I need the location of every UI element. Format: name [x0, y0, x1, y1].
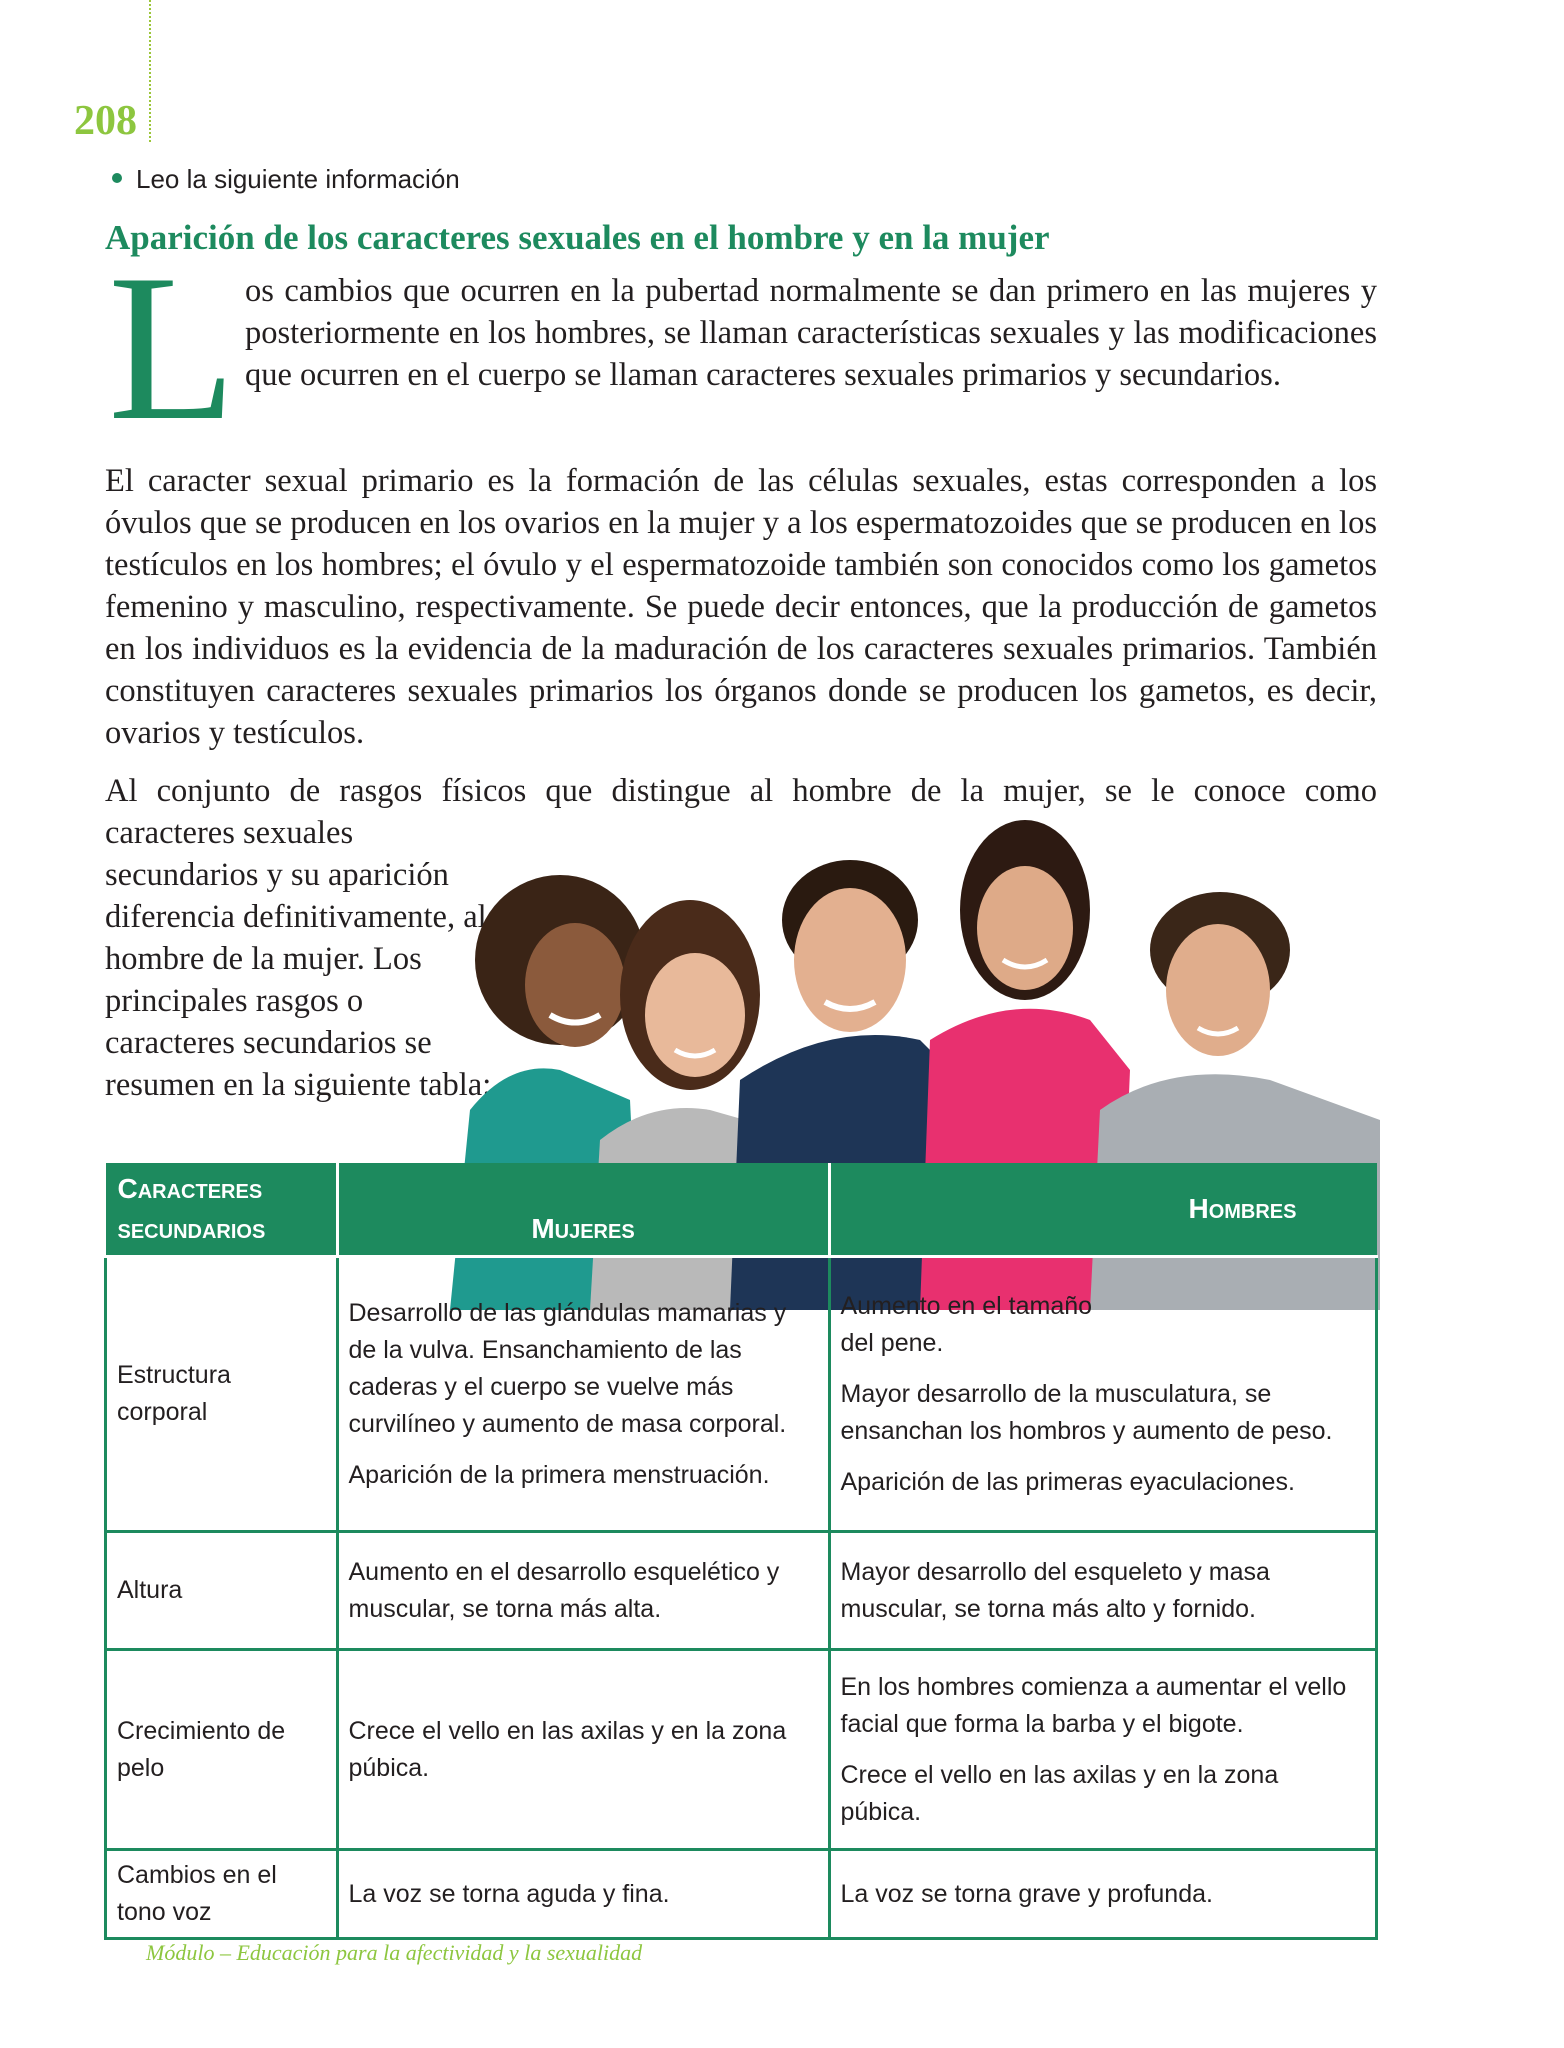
header-hombres: Hombres	[829, 1163, 1377, 1257]
cell-text: En los hombres comienza a aumentar el vello facial que forma la barba y el bigote.	[840, 1672, 1347, 1738]
cell-text: Aumento en el tamaño del pene.	[840, 1291, 1093, 1357]
page-margin-dotted-line	[149, 0, 151, 142]
table-row	[106, 1850, 1377, 1939]
section-title: Aparición de los caracteres sexuales en el hombre y en la mujer	[105, 218, 1050, 257]
bullet-icon	[112, 173, 122, 183]
drop-cap: L	[108, 232, 237, 464]
cell-text: Mayor desarrollo del esqueleto y masa muscular, se torna más alto y fornido.	[840, 1557, 1270, 1623]
mujeres-cell	[337, 1257, 829, 1532]
cell-text: La voz se torna grave y profunda.	[840, 1879, 1213, 1908]
cell-text: Mayor desarrollo de la musculatura, se ensanchan los hombros y aumento de peso.	[840, 1379, 1333, 1445]
table-row	[106, 1650, 1377, 1850]
table-header-row	[106, 1163, 1377, 1257]
table-row	[106, 1532, 1377, 1650]
cell-text: Aumento en el desarrollo esquelético y muscular, se torna más alta.	[348, 1557, 780, 1623]
secondary-characters-table	[104, 1163, 1378, 1940]
hombres-cell	[829, 1850, 1377, 1939]
cell-text: La voz se torna aguda y fina.	[348, 1879, 670, 1908]
cell-text: Crece el vello en las axilas y en la zona púbica.	[348, 1716, 787, 1782]
cell-text: Aparición de la primera menstruación.	[348, 1460, 770, 1489]
mujeres-cell	[337, 1532, 829, 1650]
header-caracteres: Caracteres secundarios	[106, 1163, 338, 1257]
paragraph-secondary-first-line: Al conjunto de rasgos físicos que distingue al hombre de la mujer, se le conoce como	[105, 773, 1377, 809]
cell-text: Crece el vello en las axilas y en la zona púbica.	[840, 1760, 1279, 1826]
hombres-cell	[829, 1650, 1377, 1850]
mujeres-cell	[337, 1850, 829, 1939]
mujeres-cell	[337, 1650, 829, 1850]
header-mujeres: Mujeres	[337, 1163, 829, 1257]
instruction	[112, 164, 460, 195]
row-label: Altura	[106, 1532, 338, 1650]
hombres-cell	[829, 1257, 1377, 1532]
paragraph-intro: os cambios que ocurren en la pubertad normalmente se dan primero en las mujeres y posteriormente en los hombres, se llaman características sexuales y las modificaciones que ocurren en el cuerpo se llaman caracteres sexuales primarios y secundarios.	[245, 273, 1377, 393]
page-number: 208	[74, 98, 137, 144]
cell-text: Desarrollo de las glándulas mamarias y de la vulva. Ensanchamiento de las caderas y el cuerpo se vuelve más curvilíneo y aumento de masa corporal.	[348, 1298, 787, 1438]
paragraph-secondary-rest: caracteres sexuales secundarios y su aparición diferencia definitivamente, al hombre de la mujer. Los principales rasgos o caracteres secundarios se resumen en la siguiente tabla:	[105, 815, 492, 1103]
cell-text: Aparición de las primeras eyaculaciones.	[840, 1467, 1295, 1496]
instruction-text: Leo la siguiente información	[136, 164, 460, 194]
row-label: Cambios en el tono voz	[106, 1850, 338, 1939]
table-row	[106, 1257, 1377, 1532]
paragraph-primary-characters: El caracter sexual primario es la formación de las células sexuales, estas corresponden a los óvulos que se producen en los ovarios en la mujer y a los espermatozoides que se producen en los testículos en los hombres; el óvulo y el espermatozoide también son conocidos como los gametos femenino y masculino, respectivamente. Se puede decir entonces, que la producción de gametos en los individuos es la evidencia de la maduración de los caracteres sexuales primarios. También constituyen caracteres sexuales primarios los órganos donde se producen los gametos, es decir, ovarios y testículos.	[105, 463, 1377, 751]
row-label: Crecimiento de pelo	[106, 1650, 338, 1850]
footer-module-title: Módulo – Educación para la afectividad y la sexualidad	[146, 1940, 643, 1965]
hombres-cell	[829, 1532, 1377, 1650]
row-label: Estructura corporal	[106, 1257, 338, 1532]
